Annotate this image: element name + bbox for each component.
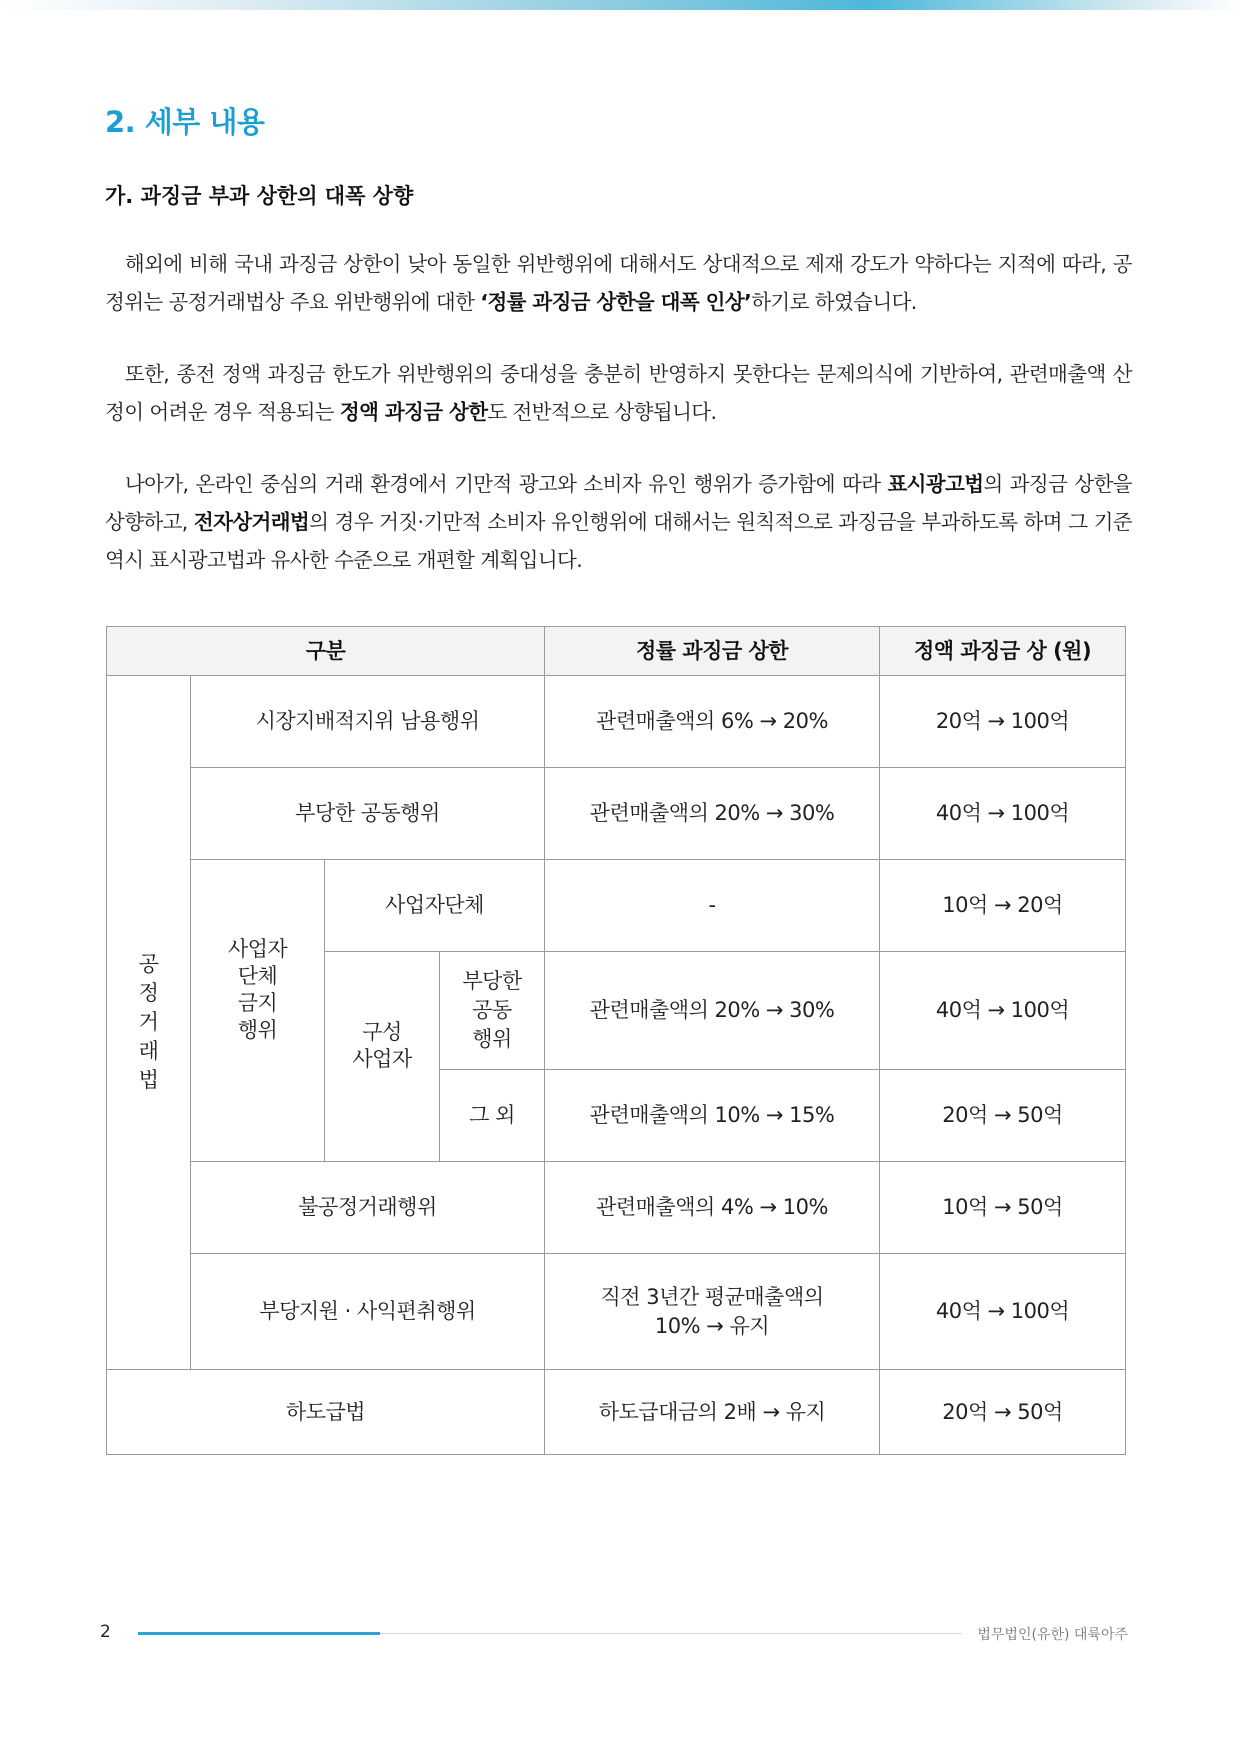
section-title: 2. 세부 내용 [105, 105, 265, 139]
table-row [107, 1254, 1126, 1370]
group-association-label: 사업자 단체 금지 행위 [227, 937, 288, 1042]
fine-cap-table [106, 626, 1126, 1455]
row-rate [545, 1254, 880, 1370]
footer-firm-name: 법무법인(유한) 대륙아주 [977, 1627, 1128, 1643]
table-row [107, 1162, 1126, 1254]
row-label: 시장지배적지위 남용행위 [191, 676, 545, 768]
subsection-title: 가. 과징금 부과 상한의 대폭 상향 [105, 184, 414, 208]
paragraph-3-emphasis-1: 표시광고법 [887, 472, 984, 496]
row-label: 불공정거래행위 [191, 1162, 545, 1254]
group-member-businesses [325, 952, 440, 1162]
paragraph-2 [105, 355, 1132, 431]
header-category: 구분 [107, 627, 545, 676]
row-label-text: 부당한 공동 행위 [462, 969, 522, 1051]
footer-accent-line [138, 1632, 380, 1635]
paragraph-3-emphasis-2: 전자상거래법 [193, 510, 310, 534]
header-fixed-cap: 정액 과징금 상 (원) [880, 627, 1126, 676]
row-fixed: 20억 → 50억 [880, 1070, 1126, 1162]
paragraph-2-text-c: 도 전반적으로 상향됩니다. [487, 400, 717, 424]
row-fixed: 10억 → 50억 [880, 1162, 1126, 1254]
table-row [107, 860, 1126, 952]
footer-rule-line [380, 1633, 962, 1634]
row-label: 부당한 공동행위 [191, 768, 545, 860]
header-rate-cap: 정률 과징금 상한 [545, 627, 880, 676]
row-rate: 관련매출액의 4% → 10% [545, 1162, 880, 1254]
row-fixed: 20억 → 100억 [880, 676, 1126, 768]
group-fair-trade-act-label: 공 정 거 래 법 [138, 952, 159, 1092]
paragraph-2-emphasis: 정액 과징금 상한 [339, 400, 488, 424]
group-association-prohibited [191, 860, 325, 1162]
row-label: 부당지원 · 사익편취행위 [191, 1254, 545, 1370]
paragraph-1-text-c: 하기로 하였습니다. [751, 290, 917, 314]
row-fixed: 40억 → 100억 [880, 768, 1126, 860]
row-rate: 관련매출액의 20% → 30% [545, 768, 880, 860]
paragraph-3-text-e: 의 경우 거짓·기만적 소비자 유인행위에 대해서는 원칙적으로 과징금을 부과하도록 하며 그 기준 역시 표시광고법과 유사한 수준으로 개편할 계획입니다. [105, 510, 1132, 572]
row-label: 그 외 [440, 1070, 545, 1162]
paragraph-3 [105, 465, 1132, 579]
row-label: 하도급법 [107, 1370, 545, 1455]
row-rate: 관련매출액의 6% → 20% [545, 676, 880, 768]
row-rate: 관련매출액의 10% → 15% [545, 1070, 880, 1162]
row-rate-text: 직전 3년간 평균매출액의 10% → 유지 [600, 1284, 824, 1338]
table-row [107, 768, 1126, 860]
row-fixed: 20억 → 50억 [880, 1370, 1126, 1455]
paragraph-1-emphasis: ‘정률 과징금 상한을 대폭 인상’ [480, 290, 752, 314]
table-row [107, 676, 1126, 768]
page-number: 2 [100, 1622, 111, 1642]
row-label: 사업자단체 [325, 860, 545, 952]
row-fixed: 40억 → 100억 [880, 1254, 1126, 1370]
paragraph-2-text-a: 또한, 종전 정액 과징금 한도가 위반행위의 중대성을 충분히 반영하지 못한다는 문제의식에 기반하여, 관련매출액 산정이 어려운 경우 적용되는 [105, 362, 1132, 424]
paragraph-3-text-c: 의 과징금 상한을 상향하고, [105, 472, 1132, 534]
group-member-label: 구성 사업자 [352, 1020, 412, 1071]
row-fixed: 40억 → 100억 [880, 952, 1126, 1070]
group-fair-trade-act [107, 676, 191, 1370]
table-row [107, 1370, 1126, 1455]
paragraph-3-text-a: 나아가, 온라인 중심의 거래 환경에서 기만적 광고와 소비자 유인 행위가 증가함에 따라 [124, 472, 888, 496]
row-rate: - [545, 860, 880, 952]
paragraph-1-text-a: 해외에 비해 국내 과징금 상한이 낮아 동일한 위반행위에 대해서도 상대적으로 제재 강도가 약하다는 지적에 따라, 공정위는 공정거래법상 주요 위반행위에 대한 [105, 252, 1132, 314]
top-gradient-band [0, 0, 1241, 10]
row-fixed: 10억 → 20억 [880, 860, 1126, 952]
row-rate: 관련매출액의 20% → 30% [545, 952, 880, 1070]
row-rate: 하도급대금의 2배 → 유지 [545, 1370, 880, 1455]
row-label [440, 952, 545, 1070]
paragraph-1 [105, 245, 1132, 321]
